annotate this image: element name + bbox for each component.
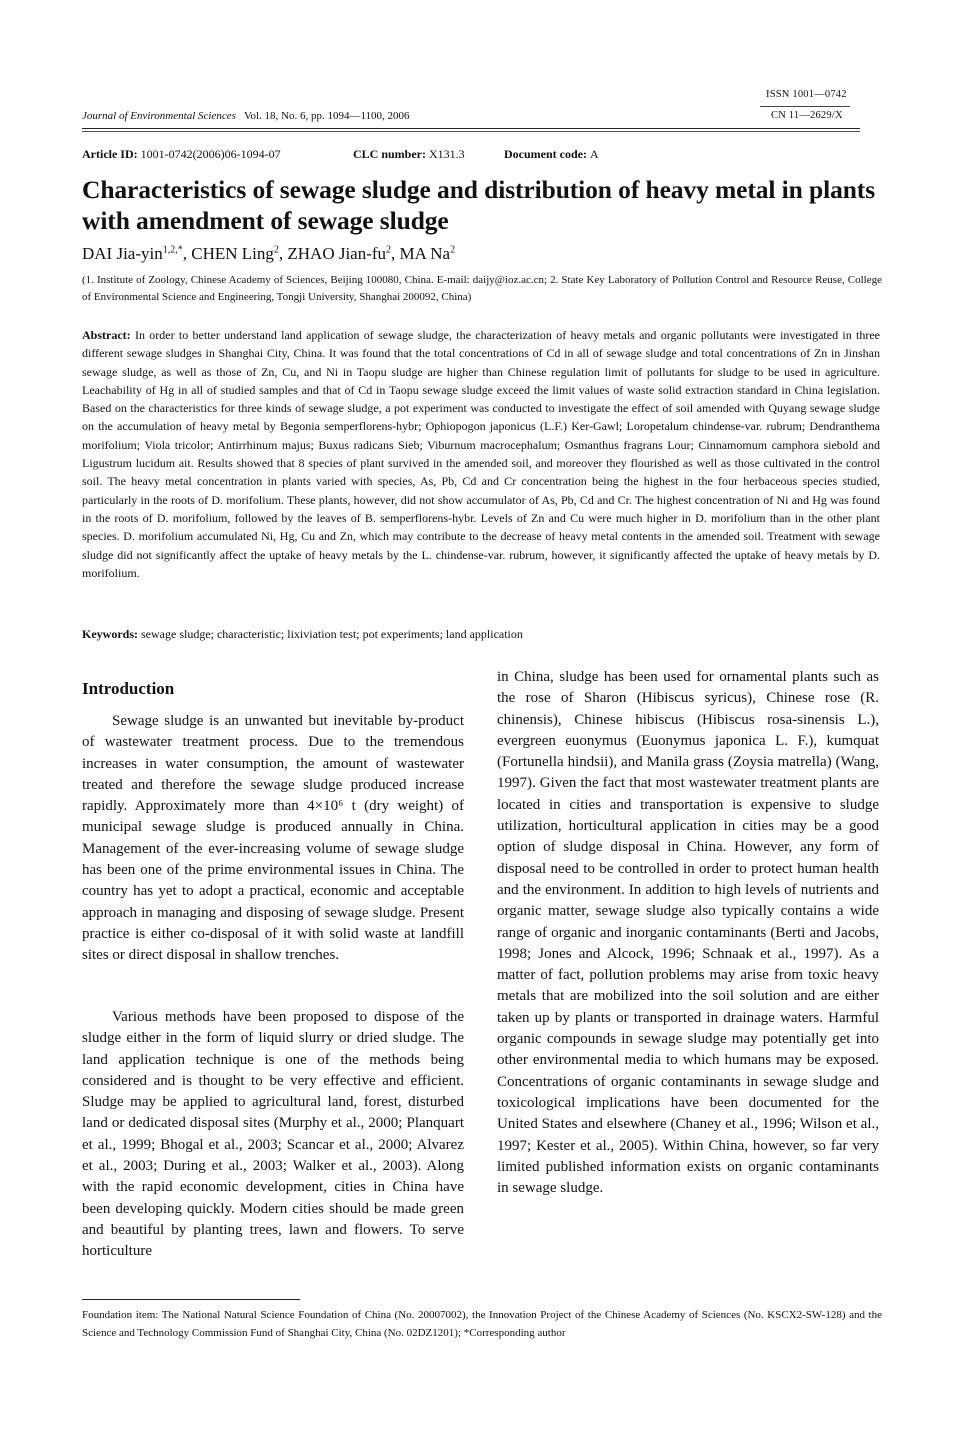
clc-value: X131.3 bbox=[429, 147, 465, 161]
article-id-value: 1001-0742(2006)06-1094-07 bbox=[140, 147, 281, 161]
clc-number bbox=[353, 147, 465, 162]
journal-name: Journal of Environmental Sciences bbox=[82, 110, 236, 122]
abstract-label: Abstract: bbox=[82, 328, 131, 342]
abstract bbox=[82, 326, 880, 582]
article-id-label: Article ID: bbox=[82, 147, 138, 161]
left-column-bottom bbox=[82, 1007, 464, 1263]
paper-title: Characteristics of sewage sludge and distribution of heavy metal in plants with amendment of sewage sludge bbox=[82, 175, 876, 235]
author-name: MA Na bbox=[399, 244, 451, 263]
abstract-text: In order to better understand land application of sewage sludge, the characterization of heavy metals and organic pollutants were investigated in three different sewage sludges in Shanghai City, China. It was found that the total concentrations of Cd in all of sewage sludge and total concentrations of Zn in Jinshan sewage sludge, as well as those of Zn, Cu, and Ni in Taopu sludge are higher than Chinese regulation limit of pollutants for sludge to be used in agriculture. Leachability of Hg in all of studied samples and that of Cd in Taopu sewage sludge exceed the limit values of waste solid extraction standard in China legislation. Based on the characteristics for three kinds of sewage sludge, a pot experiment was conducted to investigate the effect of soil amended with Quyang sewage sludge on the accumulation of heavy metal by Begonia semperflorens-hybr; Ophiopogon japonicus (L.F.) Ker-Gawl; Loropetalum chindense-var. rubrum; Dendranthema morifolium; Viola tricolor; Antirrhinum majus; Buxus radicans Sieb; Viburnum macrocephalum; Osmanthus fragrans Lour; Cinnamomum camphora siebold and Ligustrum lucidum ait. Results showed that 8 species of plant survived in the amended soil, and moreover they flourished as well as those cultivated in the control soil. The heavy metal concentration in plants varied with species, As, Pb, Cd and Cr concentration being the highest in the four herbaceous species studied, particularly in the roots of D. morifolium. These plants, however, did not show accumulator of As, Pb, Cd and Cr. The highest concentration of Ni and Hg was found in the roots of D. morifolium, followed by the leaves of B. semperflorens-hybr. Levels of Zn and Cu were much higher in D. morifolium than in the other plant species. D. morifolium accumulated Ni, Hg, Cu and Zn, which may contribute to the decrease of heavy metal contents in the amended soil. Treatment with sewage sludge did not significantly affect the uptake of heavy metals by the L. chindense-var. rubrum, however, it significantly affected the uptake of heavy metals by D. morifolium. bbox=[82, 328, 881, 580]
author-name: DAI Jia-yin bbox=[82, 244, 163, 263]
section-heading: Introduction bbox=[82, 679, 175, 698]
keywords-label: Keywords: bbox=[82, 627, 138, 641]
keywords bbox=[82, 625, 880, 643]
header-rule-thin bbox=[82, 131, 860, 132]
author-list: DAI Jia-yin$^{1,2,*}$, CHEN Ling$^2$, ZHAO Jian-$fu^2$, MA Na$^2$ bbox=[82, 244, 456, 263]
author-affiliation-mark: 2 bbox=[386, 244, 392, 256]
doc-code-label: Document code: bbox=[504, 147, 587, 161]
footnote: Foundation item: The National Natural Science Foundation of China (No. 20007002), the Innovation Project of the Chinese Academy of Sciences (No. KSCX2-SW-128) and the Science and Technology Commission Fund of Shanghai City, China (No. 02DZ1201); *Corresponding author bbox=[82, 1309, 882, 1339]
clc-label: CLC number: bbox=[353, 147, 427, 161]
article-id bbox=[82, 147, 281, 162]
paragraph: in China, sludge has been used for ornamental plants such as the rose of Sharon (Hibiscus syricus), Chinese rose (R. chinensis), Chinese hibiscus (Hibiscus rosa-sinensis L.), evergreen euonymus (Euonymus japonica L. F.), kumquat (Fortunella hindsii), and Manila grass (Zoysia matrella) (Wang, 1997). Given the fact that most wastewater treatment plants are located in cities and transportation is expensive to sludge utilization, horticultural application in cities may be a good option of sludge disposal in China. However, any form of disposal need to be controlled in order to protect human health and the environment. In addition to high levels of nutrients and organic matter, sewage sludge also typically contains a wide range of organic and inorganic contaminants (Berti and Jacobs, 1998; Jones and Alcock, 1996; Schnaak et al., 1997). As a matter of fact, pollution problems may arise from toxic heavy metals that are mobilized into the soil solution and are either taken up by plants or transported in drainage waters. Harmful organic compounds in sewage sludge may potentially get into other environmental media to which humans may be exposed. Concentrations of organic contaminants in sewage sludge and toxicological implications have been documented for the United States and elsewhere (Chaney et al., 1996; Wilson et al., 1997; Kester et al., 2005). Within China, however, so far very limited published information exists on organic contaminants in sewage sludge. bbox=[497, 669, 879, 1197]
affiliations: (1. Institute of Zoology, Chinese Academy of Sciences, Beijing 100080, China. E-mail: daijy@ioz.ac.cn; 2. State Key Laboratory of Pollution Control and Resource Reuse, College of Environmental Science and Engineering, Tongji University, Shanghai 200092, China) bbox=[82, 274, 882, 303]
author-affiliation-mark: 2 bbox=[450, 244, 456, 256]
journal-details: Vol. 18, No. 6, pp. 1094—1100, 2006 bbox=[243, 110, 410, 122]
header-rule bbox=[82, 128, 860, 129]
journal-line bbox=[82, 110, 410, 122]
paragraph: Sewage sludge is an unwanted but inevitable by-product of wastewater treatment process. Due to the tremendous increases in water consumption, the amount of wastewater treated and therefore the sewage sludge produced increase rapidly. Approximately more than 4×10⁶ t (dry weight) of municipal sewage sludge is produced annually in China. Management of the ever-increasing volume of sewage sludge has been one of the prime environmental issues in China. The country has yet to adopt a practical, economic and acceptable approach in managing and disposing of sewage sludge. Present practice is either co-disposal of it with solid waste at landfill sites or direct disposal in shallow trenches. bbox=[82, 713, 464, 964]
left-column-top bbox=[82, 711, 464, 967]
doc-code-value: A bbox=[589, 147, 599, 161]
paragraph: Various methods have been proposed to dispose of the sludge either in the form of liquid slurry or dried sludge. The land application technique is one of the methods being considered and is thought to be very effective and efficient. Sludge may be applied to agricultural land, forest, disturbed land or dedicated disposal sites (Murphy et al., 2000; Planquart et al., 1999; Bhogal et al., 2003; Scancar et al., 2000; Alvarez et al., 2003; During et al., 2003; Walker et al., 2003). Along with the rapid economic development, cities in China have been developing quickly. Modern cities should be made green and beautiful by planting trees, lawn and flowers. To serve horticulture bbox=[82, 1009, 464, 1260]
footnote-rule bbox=[82, 1299, 300, 1300]
right-column bbox=[497, 667, 879, 1199]
header-rule-short bbox=[760, 106, 850, 107]
author-name: CHEN Ling bbox=[191, 244, 274, 263]
cn-number: CN 11—2629/X bbox=[771, 110, 843, 121]
document-code bbox=[504, 147, 599, 162]
author-affiliation-mark: 1,2,* bbox=[162, 244, 183, 256]
keywords-text: sewage sludge; characteristic; lixiviation test; pot experiments; land application bbox=[141, 627, 523, 641]
author-affiliation-mark: 2 bbox=[273, 244, 279, 256]
issn: ISSN 1001—0742 bbox=[766, 89, 847, 100]
author-name: ZHAO Jian-fu bbox=[287, 244, 387, 263]
